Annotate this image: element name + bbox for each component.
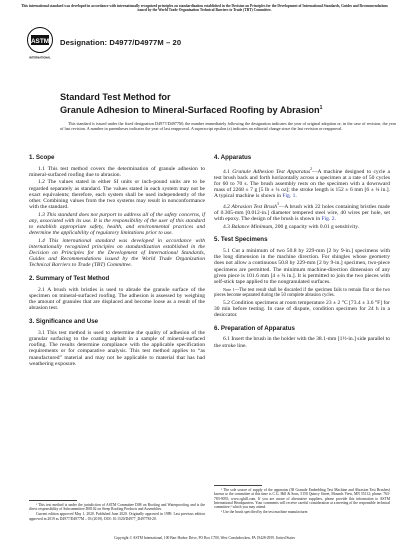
para-5-1: 5.1 Cut a minimum of two 50.8 by 229-mm [2 by 9-in.] specimens with the long dimension in the machine direction. For shingles whose geometry does not allow a continuous 50.8 by 229-mm [2 by 9-in.] specimen, two-piece specimens are permitted. The minimum machine-direction dimension of any given piece is 101.6 mm [4 ± ¼ in.]. It is permitted to join the two pieces with self-stick tape applied to the nongranulated surfaces. xyxy=(214,248,390,285)
para-4-1: 4.1 Granule Adhesion Test Apparatus$^2$—A machine designed to cycle a test brush back and forth horizontally across a specimen at a rate of 50 cycles for 60 to 70 s. The brush assembly rests on the specimen with a downward mass of 2268 ± 7 g [5 lb ± ¼ oz]; the stroke length is 152 ± 6 mm [6 ± ¼ in.]. A typical machine is shown in Fig. 1. xyxy=(214,166,390,200)
footnotes-left xyxy=(29,503,205,522)
section-5-heading: 5. Test Specimens xyxy=(214,236,268,244)
note-1: Note 1—The test result shall be discarded if the specimen fails to remain flat or the two pieces become separated during the 50 complete abrasion cycles. xyxy=(214,286,390,298)
logo-text-top: ASTM xyxy=(30,38,50,45)
section-3-heading: 3. Significance and Use xyxy=(29,318,99,326)
para-6-1: 6.1 Insert the brush in the holder with the 38.1-mm [1½-in.] side parallel to the stroke line. xyxy=(214,336,390,349)
tbt-notice: This international standard was developed in accordance with internationally recognized principles on standardization established in the Decision on Principles for the Development of International Standards, Guides and Recommendations issued by the World Trade Organization Technical Barriers to Trade (TBT) Committee. xyxy=(21,4,388,13)
section-6-heading: 6. Preparation of Apparatus xyxy=(214,324,295,332)
designation: Designation: D4977/D4977M – 20 xyxy=(60,38,182,47)
footnote-1-edition: Current edition approved May 1, 2020. Published June 2020. Originally approved in 1989. Last previous edition approved in 2019 as D4977/D4977M – 03 (2019). DOI: 10.1520/D4977_D4977M-20. xyxy=(29,512,205,521)
para-2-1: 2.1 A brush with bristles is used to abrade the granule surface of the specimen on mineral-surfaced roofing. The adhesion is assessed by weighing the amount of granules that are displaced and become loose as a result of the abrasion test. xyxy=(29,286,205,312)
para-1-4: 1.4 This international standard was developed in accordance with internationally recognized principles on standardization established in the Decision on Principles for the Development of International Standards, Guides and Recommendations issued by the World Trade Organization Technical Barriers to Trade (TBT) Committee. xyxy=(29,237,205,269)
standard-title xyxy=(60,92,400,116)
title-line-1: Standard Test Method for xyxy=(60,92,171,102)
left-column xyxy=(29,154,205,368)
right-column xyxy=(214,154,390,350)
para-1-1: 1.1 This test method covers the determination of granule adhesion to mineral-surfaced roofing due to abrasion. xyxy=(29,165,205,178)
footnote-3: ³ Use the brush specified by the test machine manufacturer. xyxy=(221,510,309,515)
title-line-2: Granule Adhesion to Mineral-Surfaced Roofing by Abrasion$^1$ xyxy=(60,105,323,116)
footnote-2: ² The sole source of supply of the apparatus (38 Granule Embedding Test Machine and Abrasion Test Brushes) known to the committee at this time is C.G. Hill & Sons, 5150 Quincy Street, Mounds View, MN 55112; phone: 763-783-9055; www.cghill.com. If you are aware of alternative suppliers, please provide this information to ASTM International Headquarters. Your comments will receive careful consideration at a meeting of the responsible technical committee,¹ which you may attend. xyxy=(214,488,390,510)
footnote-divider-right xyxy=(214,485,262,486)
fig-2-link[interactable]: Fig. 2 xyxy=(321,215,335,222)
astm-international-logo xyxy=(26,27,54,61)
para-3-1: 3.1 This test method is used to determine the quality of adhesion of the granular surfacing to the coating asphalt in a sample of mineral-surfaced roofing. The results determine compliance with the applicable specification requirements or for comparative analysis. This test method applies to “as manufactured” material and may not be applicable to material that has had weathering exposure. xyxy=(29,330,205,367)
preamble xyxy=(60,121,396,131)
para-4-3: 4.3 Balance Minimum, 200 g capacity with 0.01 g sensitivity. xyxy=(223,223,359,230)
para-4-2: 4.2 Abrasion Test Brush$^3$—A brush with 22 holes containing bristles made of 0.305-mm [0.012-in.] diameter tempered steel wire, 40 wires per hole, set with epoxy. The design of the brush is shown in Fig. 2. xyxy=(214,201,390,222)
section-1-heading: 1. Scope xyxy=(29,154,55,161)
para-1-2: 1.2 The values stated in either SI units or inch-pound units are to be regarded separately as standard. The values stated in each system may not be exact equivalents; therefore, each system shall be used independently of the other. Combining values from the two systems may result in nonconformance with the standard. xyxy=(29,179,205,211)
section-2-heading: 2. Summary of Test Method xyxy=(29,275,110,283)
logo-text-bottom: INTERNATIONAL xyxy=(29,56,51,60)
copyright-line: Copyright © ASTM International, 100 Barr Harbor Drive, PO Box C700, West Conshohocken, PA 19428-2959. United States xyxy=(113,536,296,540)
para-1-3: 1.3 This standard does not purport to address all of the safety concerns, if any, associated with its use. It is the responsibility of the user of this standard to establish appropriate safety, health, and environmental practices and determine the applicability of regulatory limitations prior to use. xyxy=(29,211,205,237)
fig-1-link[interactable]: Fig. 1 xyxy=(282,193,296,200)
footnote-divider-left xyxy=(29,500,77,501)
para-5-2: 5.2 Condition specimens at room temperature 23 ± 2 °C [73.4 ± 3.6 °F] for 30 min before testing. In case of dispute, condition specimen for 24 h in a desiccator. xyxy=(214,299,390,318)
footnote-1: ¹ This test method is under the jurisdiction of ASTM Committee D08 on Roofing and Waterproofing and is the direct responsibility of Subcommittee D08.02 on Steep Roofing Products and Assemblies. xyxy=(29,503,205,512)
section-4-heading: 4. Apparatus xyxy=(214,154,252,161)
preamble-text: This standard is issued under the fixed designation D4977/D4977M; the number immediately following the designation indicates the year of original adoption or, in the case of revision, the year of last revision. A number in parentheses indicates the year of last reapproval. A superscript epsilon (ε) indicates an editorial change since the last revision or reapproval. xyxy=(60,121,396,132)
footnotes-right xyxy=(214,488,390,515)
